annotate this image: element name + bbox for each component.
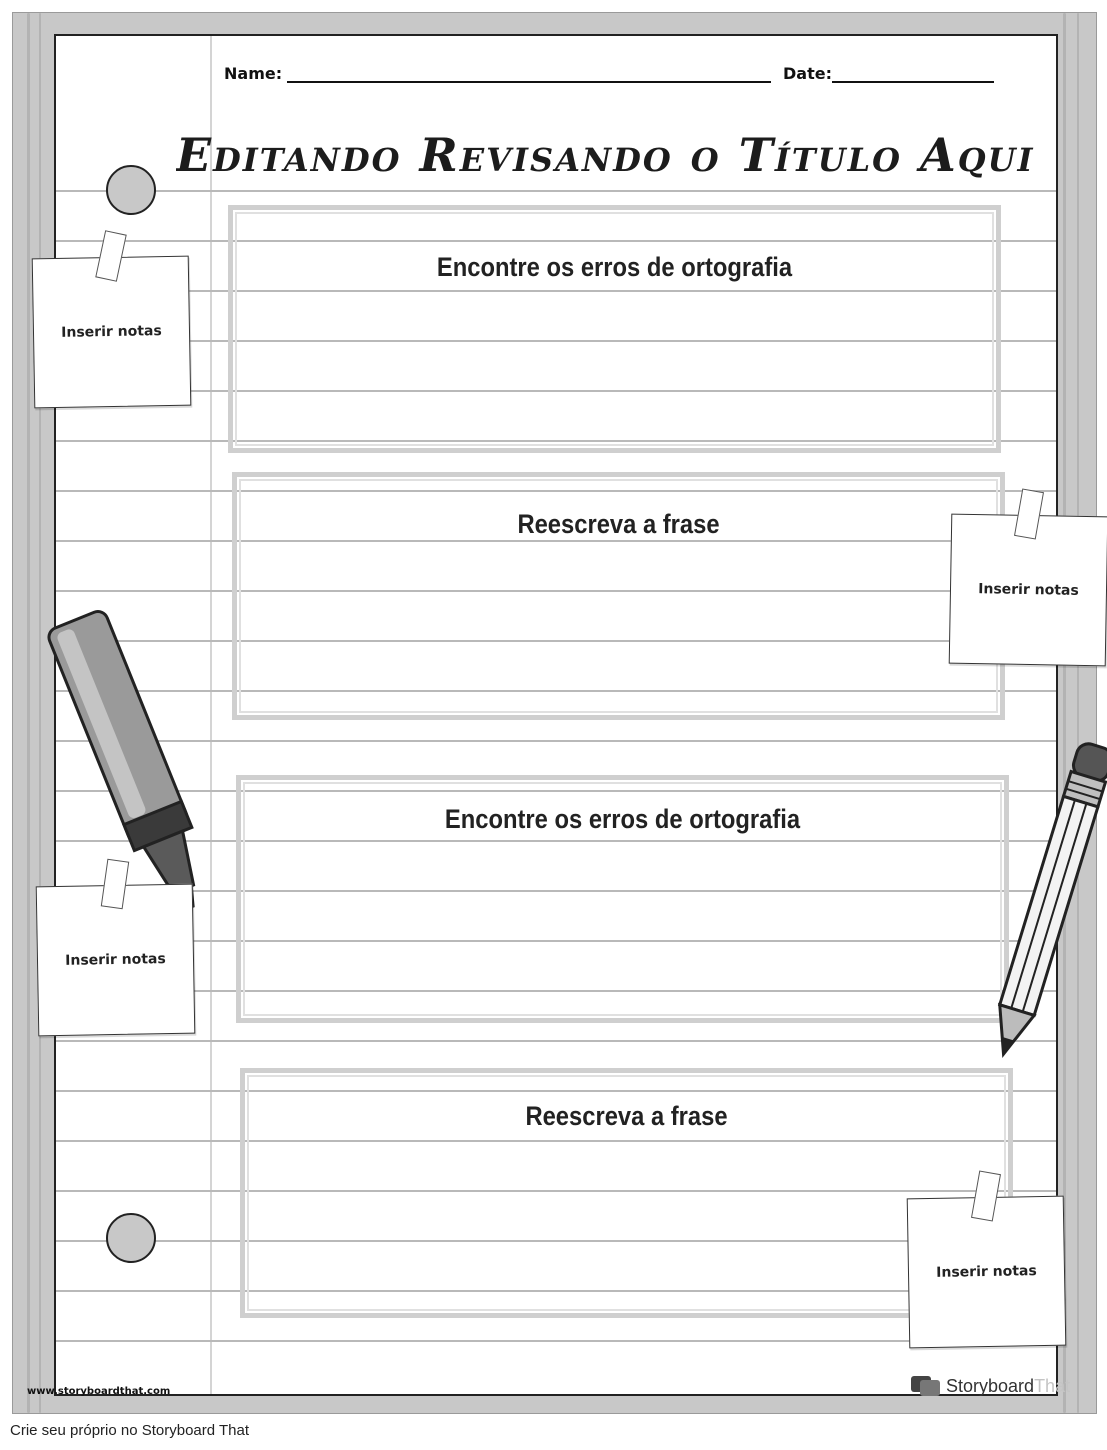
page-title[interactable]: Editando Revisando o Título Aqui xyxy=(176,128,1035,182)
section-box-4[interactable] xyxy=(240,1068,1013,1318)
section-box-1[interactable] xyxy=(228,205,1001,453)
storyboardthat-logo[interactable] xyxy=(910,1374,1070,1398)
section-heading: Reescreva a frase xyxy=(517,509,720,539)
section-heading: Reescreva a frase xyxy=(525,1101,728,1131)
sticky-note[interactable]: Inserir notas xyxy=(32,256,192,409)
pencil-icon xyxy=(990,735,1107,1070)
name-field[interactable] xyxy=(287,81,771,83)
brand-main: Storyboard xyxy=(946,1375,1035,1396)
section-box-2[interactable] xyxy=(232,472,1005,720)
binder-hole xyxy=(106,165,156,215)
sticky-note[interactable]: Inserir notas xyxy=(907,1196,1067,1349)
section-box-3[interactable] xyxy=(236,775,1009,1023)
binder-hole xyxy=(106,1213,156,1263)
date-field[interactable] xyxy=(832,81,994,83)
brand-light: That xyxy=(1034,1375,1071,1396)
highlighter-icon xyxy=(40,600,220,930)
footer-caption[interactable]: Crie seu próprio no Storyboard That xyxy=(10,1422,250,1439)
storyboardthat-logo-icon xyxy=(910,1374,942,1398)
date-label: Date: xyxy=(783,64,832,83)
name-label: Name: xyxy=(224,64,283,83)
footer-url[interactable]: www.storyboardthat.com xyxy=(27,1386,171,1397)
sticky-note[interactable]: Inserir notas xyxy=(949,514,1107,667)
section-heading: Encontre os erros de ortografia xyxy=(444,804,801,834)
section-heading: Encontre os erros de ortografia xyxy=(436,252,793,282)
sticky-note[interactable]: Inserir notas xyxy=(36,884,196,1037)
